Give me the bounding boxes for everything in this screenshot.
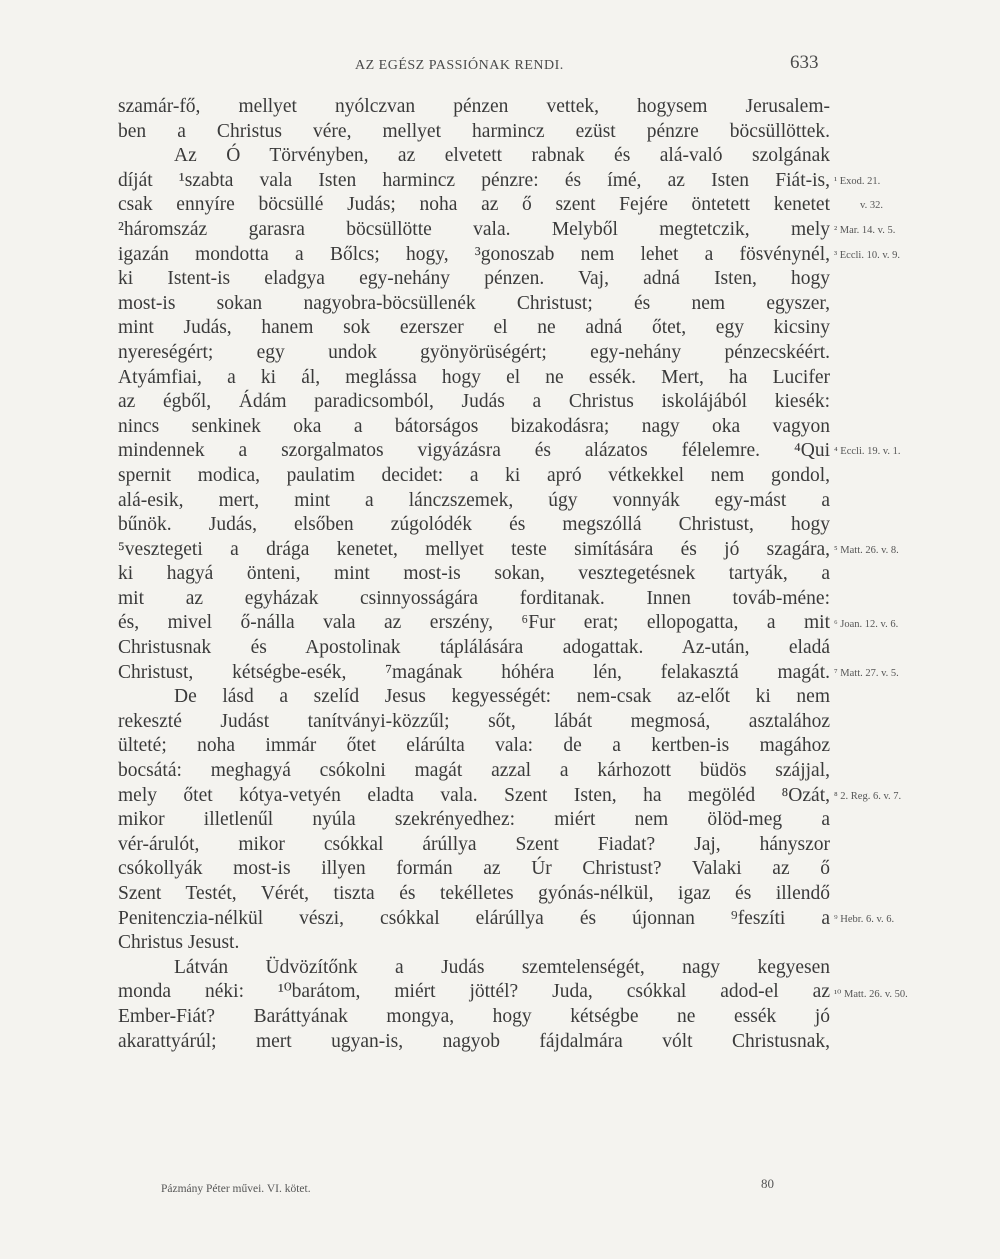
text-line: Ember-Fiát? Baráttyának mongya, hogy kétségbe ne essék jó [118, 1005, 830, 1027]
text-line: mikor illetlenűl nyúla szekrényedhez: miért nem ölöd-meg a [118, 809, 830, 831]
text-line: bűnök. Judás, elsőben zúgolódék és megszóllá Christust, hogy [118, 514, 830, 536]
marginal-note: ¹⁰ Matt. 26. v. 50. [834, 988, 908, 1000]
text-line: nincs senkinek oka a bátorságos bizakodásra; nagy oka vagyon [118, 415, 830, 437]
text-line: Penitenczia-nélkül vészi, csókkal elárúllya és újonnan ⁹feszíti a [118, 907, 830, 929]
text-line: rekeszté Judást tanítványi-közzűl; sőt, lábát megmosá, asztalához [118, 710, 830, 732]
text-line: nyereségért; egy undok gyönyörüségért; egy-nehány pénzecskéért. [118, 341, 830, 363]
text-line: akarattyárúl; mert ugyan-is, nagyob fájdalmára vólt Christusnak, [118, 1030, 830, 1052]
text-line: szamár-fő, mellyet nyólczvan pénzen vettek, hogysem Jerusalem- [118, 96, 830, 117]
text-line: díját ¹szabta vala Isten harmincz pénzre: és ímé, az Isten Fiát-is, [118, 169, 830, 191]
text-line: ülteté; noha immár őtet elárúlta vala: de a kertben-is magához [118, 735, 830, 757]
text-line: Szent Testét, Vérét, tiszta és tekélletes gyónás-nélkül, igaz és illendő [118, 883, 830, 904]
text-line: csókollyák most-is illyen formán az Úr Christust? Valaki az ő [118, 858, 830, 880]
text-line: alá-esik, mert, mint a lánczszemek, úgy vonnyák egy-mást a [118, 489, 830, 511]
text-line: ki Istent-is eladgya egy-nehány pénzen. Vaj, adná Isten, hogy [118, 268, 830, 290]
marginal-note: ⁹ Hebr. 6. v. 6. [834, 913, 895, 925]
marginal-note: ⁸ 2. Reg. 6. v. 7. [834, 790, 902, 802]
text-line: ben a Christus vére, mellyet harmincz ezüst pénzre böcsüllöttek. [118, 120, 830, 142]
text-line: vér-árulót, mikor csókkal árúllya Szent Fiadat? Jaj, hányszor [118, 833, 830, 855]
marginal-note: ⁴ Eccli. 19. v. 1. [834, 446, 901, 458]
body-text [118, 95, 830, 1054]
text-line: Christusnak és Apostolinak táplálására adogattak. Az-után, eladá [118, 637, 830, 659]
text-line: az égből, Ádám paradicsomból, Judás a Christus iskolájából kiesék: [118, 391, 830, 413]
text-line: mit az egyházak csinnyosságára forditanak. Innen továb-méne: [118, 587, 830, 609]
text-line: Az Ó Törvényben, az elvetett rabnak és alá-való szolgának [174, 145, 830, 167]
text-line: ki hagyá önteni, mint most-is sokan, vesztegetésnek tartyák, a [118, 563, 830, 585]
text-line: ⁵vesztegeti a drága kenetet, mellyet teste simítására és jó szagára, [118, 538, 830, 560]
footer-signature: 80 [761, 1176, 774, 1191]
marginal-note: ² Mar. 14. v. 5. [834, 225, 896, 236]
text-line: monda néki: ¹⁰barátom, miért jöttél? Juda, csókkal adod-el az [118, 981, 830, 1003]
marginal-note: ⁵ Matt. 26. v. 8. [834, 544, 899, 556]
text-line: bocsátá: meghagyá csókolni magát azzal a kárhozott büdös szájjal, [118, 760, 830, 782]
text-line: igazán mondotta a Bőlcs; hogy, ³gonoszab nem lehet a fösvénynél, [118, 243, 830, 265]
text-line: és, mivel ő-nálla vala az erszény, ⁶Fur erat; ellopogatta, a mit [118, 612, 830, 634]
marginal-note: v. 32. [860, 200, 883, 212]
text-line: Látván Üdvözítőnk a Judás szemtelenségét, nagy kegyesen [174, 956, 830, 978]
running-title: AZ EGÉSZ PASSIÓNAK RENDI. [355, 58, 564, 73]
text-line: csak ennyíre böcsüllé Judás; noha az ő szent Fejére öntetett kenetet [118, 194, 830, 216]
text-line: De lásd a szelíd Jesus kegyességét: nem-csak az-előt ki nem [174, 686, 830, 708]
text-line: ²háromszáz garasra böcsüllötte vala. Melyből megtetczik, mely [118, 218, 830, 240]
marginal-note: ⁷ Matt. 27. v. 5. [834, 667, 899, 679]
text-line: Christus Jesust. [118, 932, 240, 954]
marginal-note: ³ Eccli. 10. v. 9. [834, 249, 901, 261]
text-line: spernit modica, paulatim decidet: a ki apró vétkekkel nem gondol, [118, 464, 830, 486]
marginal-note: ⁶ Joan. 12. v. 6. [834, 618, 899, 630]
page-header [0, 52, 1000, 76]
page-number: 633 [790, 52, 819, 73]
text-line: mindennek a szorgalmatos vigyázásra és alázatos félelemre. ⁴Qui [118, 440, 830, 462]
text-line: Christust, kétségbe-esék, ⁷magának hóhéra lén, felakasztá magát. [118, 661, 830, 683]
text-line: mely őtet kótya-vetyén eladta vala. Szent Isten, ha megöléd ⁸Ozát, [118, 784, 830, 806]
text-line: most-is sokan nagyobra-böcsüllenék Christust; és nem egyszer, [118, 292, 830, 314]
text-line: Atyámfiai, a ki ál, meglássa hogy el ne essék. Mert, ha Lucifer [118, 366, 830, 388]
footer-imprint: Pázmány Péter művei. VI. kötet. [161, 1183, 311, 1195]
marginal-note: ¹ Exod. 21. [834, 175, 881, 187]
text-line: mint Judás, hanem sok ezerszer el ne adná őtet, egy kicsiny [118, 317, 830, 339]
